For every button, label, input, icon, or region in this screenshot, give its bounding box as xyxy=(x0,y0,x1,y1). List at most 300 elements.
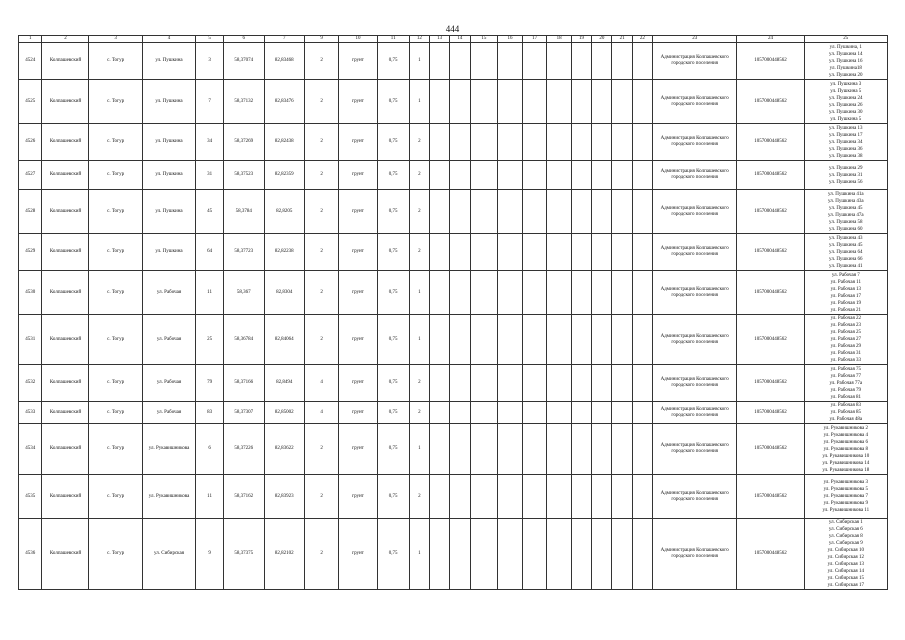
cell-empty xyxy=(429,124,449,161)
cell-surface: грунт xyxy=(339,475,377,519)
column-header: 17 xyxy=(522,36,547,43)
address-line: ул. Пушкина 3 xyxy=(830,81,862,87)
cell-count: 1 xyxy=(409,519,429,590)
cell-empty xyxy=(571,80,591,124)
cell-empty xyxy=(632,124,652,161)
cell-lon: 82,82238 xyxy=(264,234,305,271)
address-line: ул. Сибирская 13 xyxy=(827,562,864,567)
address-line: ул. Пушкина 29 xyxy=(829,165,863,171)
cell-count: 2 xyxy=(409,190,429,234)
address-line: ул. Рукавишникова 7 xyxy=(823,494,868,499)
cell-empty xyxy=(547,424,572,475)
cell-street: ул. Рабочая xyxy=(142,271,195,315)
cell-lon: 82,82359 xyxy=(264,161,305,190)
cell-street: ул. Пушкина xyxy=(142,234,195,271)
table-row xyxy=(19,161,888,190)
address-line: ул. Сибирская 12 xyxy=(827,555,864,560)
cell-n9: 2 xyxy=(305,271,339,315)
cell-district: Колпашевский xyxy=(42,365,89,402)
cell-street: ул. Рукавишникова xyxy=(142,424,195,475)
cell-empty xyxy=(632,519,652,590)
address-line: ул. Пушкина 45 xyxy=(829,242,863,248)
cell-lat: 58,37723 xyxy=(223,234,264,271)
cell-empty xyxy=(429,365,449,402)
cell-empty xyxy=(612,271,632,315)
cell-owner: Администрация Колпашевского городского поселения xyxy=(653,43,737,80)
header-row xyxy=(19,36,888,43)
cell-empty xyxy=(547,315,572,365)
cell-lon: 82,8205 xyxy=(264,190,305,234)
address-line: ул. Сибирская 10 xyxy=(827,548,864,553)
address-line: ул. Пушкина 43 xyxy=(829,235,863,241)
cell-count: 1 xyxy=(409,424,429,475)
cell-street: ул. Пушкина xyxy=(142,190,195,234)
column-header: 6 xyxy=(223,36,264,43)
cell-empty xyxy=(522,402,547,424)
address-line: ул. Пушкина 66 xyxy=(829,256,863,262)
address-line: ул. Рабочая 7 xyxy=(831,272,860,278)
cell-house: 25 xyxy=(196,315,224,365)
cell-house: 11 xyxy=(196,475,224,519)
cell-empty xyxy=(547,271,572,315)
cell-empty xyxy=(632,475,652,519)
cell-empty xyxy=(592,190,612,234)
cell-count: 1 xyxy=(409,315,429,365)
cell-owner: Администрация Колпашевского городского поселения xyxy=(653,271,737,315)
cell-empty xyxy=(429,519,449,590)
cell-empty xyxy=(470,43,498,80)
cell-n9: 4 xyxy=(305,365,339,402)
cell-empty xyxy=(592,402,612,424)
cell-empty xyxy=(522,365,547,402)
cell-street: ул. Пушкина xyxy=(142,124,195,161)
address-line: ул. Пушкина 17 xyxy=(829,132,863,138)
cell-lat: 58,367 xyxy=(223,271,264,315)
cell-empty xyxy=(522,315,547,365)
cell-empty xyxy=(470,161,498,190)
cell-lon: 82,82102 xyxy=(264,519,305,590)
cell-empty xyxy=(547,190,572,234)
cell-empty xyxy=(592,124,612,161)
address-line: ул. Сибирская 6 xyxy=(828,527,863,532)
cell-empty xyxy=(470,271,498,315)
cell-locality: с. Тогур xyxy=(89,124,142,161)
cell-empty xyxy=(571,365,591,402)
cell-owner: Администрация Колпашевского городского поселения xyxy=(653,519,737,590)
cell-area: 0,75 xyxy=(377,161,409,190)
cell-district: Колпашевский xyxy=(42,315,89,365)
column-header: 23 xyxy=(653,36,737,43)
cell-id: 4531 xyxy=(19,315,42,365)
table-row xyxy=(19,80,888,124)
page-number: 444 xyxy=(445,24,460,34)
cell-empty xyxy=(498,519,523,590)
column-header: 15 xyxy=(470,36,498,43)
cell-empty xyxy=(571,234,591,271)
address-line: ул. Рабочая 19 xyxy=(830,300,862,306)
cell-owner: Администрация Колпашевского городского поселения xyxy=(653,190,737,234)
cell-lat: 58,37166 xyxy=(223,365,264,402)
cell-addresses xyxy=(804,190,887,234)
address-line: ул. Сибирская 1 xyxy=(828,520,863,525)
cell-empty xyxy=(632,234,652,271)
cell-empty xyxy=(450,315,470,365)
address-line: ул. Пушкина 5 xyxy=(830,88,862,94)
address-line: ул. Пушкина 31 xyxy=(829,172,863,178)
cell-count: 1 xyxy=(409,80,429,124)
cell-empty xyxy=(450,124,470,161)
cell-district: Колпашевский xyxy=(42,424,89,475)
cell-empty xyxy=(612,365,632,402)
cell-area: 0,75 xyxy=(377,190,409,234)
cell-house: 9 xyxy=(196,519,224,590)
cell-locality: с. Тогур xyxy=(89,475,142,519)
cell-ogrn: 1057000448562 xyxy=(737,315,804,365)
cell-lat: 58,36784 xyxy=(223,315,264,365)
address-line: ул. Пушкина 43а xyxy=(827,198,864,204)
cell-empty xyxy=(612,315,632,365)
address-line: ул. Пушкина 34 xyxy=(829,139,863,145)
column-header: 5 xyxy=(196,36,224,43)
cell-street: ул. Пушкина xyxy=(142,80,195,124)
cell-lat: 58,37269 xyxy=(223,124,264,161)
column-header: 9 xyxy=(305,36,339,43)
cell-id: 4526 xyxy=(19,124,42,161)
address-line: ул. Рукавишникова 10 xyxy=(822,453,870,459)
address-line: ул. Рукавишникова 6 xyxy=(823,439,868,445)
cell-empty xyxy=(429,80,449,124)
cell-lat: 58,37307 xyxy=(223,402,264,424)
cell-street: ул. Сибирская xyxy=(142,519,195,590)
column-header: 25 xyxy=(804,36,887,43)
cell-locality: с. Тогур xyxy=(89,402,142,424)
cell-empty xyxy=(522,519,547,590)
cell-empty xyxy=(429,271,449,315)
cell-area: 0,75 xyxy=(377,234,409,271)
cell-id: 4532 xyxy=(19,365,42,402)
cell-addresses xyxy=(804,43,887,80)
cell-addresses xyxy=(804,124,887,161)
cell-empty xyxy=(522,80,547,124)
cell-empty xyxy=(612,234,632,271)
address-line: ул. Пушкина 45 xyxy=(829,205,863,211)
address-line: ул. Пушкина 36 xyxy=(829,146,863,152)
address-line: ул. Рукавишникова 2 xyxy=(823,425,868,431)
cell-surface: грунт xyxy=(339,424,377,475)
address-line: ул. Рукавишникова 14 xyxy=(822,460,870,466)
table-row xyxy=(19,124,888,161)
cell-empty xyxy=(522,190,547,234)
cell-count: 1 xyxy=(409,43,429,80)
address-line: ул. Пушкина 41 xyxy=(829,263,863,269)
address-line: ул. Рабочая 85 xyxy=(830,410,862,415)
cell-empty xyxy=(592,161,612,190)
cell-empty xyxy=(498,43,523,80)
cell-empty xyxy=(612,519,632,590)
cell-locality: с. Тогур xyxy=(89,271,142,315)
cell-empty xyxy=(547,402,572,424)
cell-empty xyxy=(470,80,498,124)
cell-empty xyxy=(470,365,498,402)
cell-lon: 82,84064 xyxy=(264,315,305,365)
cell-surface: грунт xyxy=(339,190,377,234)
cell-empty xyxy=(612,190,632,234)
address-line: ул. Пушкина, 1 xyxy=(829,44,862,50)
cell-empty xyxy=(632,424,652,475)
cell-empty xyxy=(450,80,470,124)
column-header: 1 xyxy=(19,36,42,43)
cell-surface: грунт xyxy=(339,161,377,190)
cell-empty xyxy=(522,475,547,519)
address-line: ул. Пушкина 47а xyxy=(827,212,864,218)
cell-n9: 2 xyxy=(305,234,339,271)
column-header: 11 xyxy=(377,36,409,43)
cell-addresses xyxy=(804,519,887,590)
address-line: ул. Сибирская 14 xyxy=(827,569,864,574)
table-body xyxy=(19,43,888,590)
cell-empty xyxy=(571,190,591,234)
address-line: ул. Сибирская 17 xyxy=(827,583,864,588)
cell-empty xyxy=(470,475,498,519)
address-line: ул. Рабочая 21 xyxy=(830,307,862,313)
address-line: ул. Рабочая 27 xyxy=(830,337,862,342)
cell-lon: 82,85002 xyxy=(264,402,305,424)
column-header: 10 xyxy=(339,36,377,43)
cell-empty xyxy=(547,43,572,80)
cell-empty xyxy=(592,519,612,590)
cell-addresses xyxy=(804,271,887,315)
cell-empty xyxy=(592,424,612,475)
cell-empty xyxy=(612,475,632,519)
cell-empty xyxy=(470,519,498,590)
address-line: ул. Рабочая 31 xyxy=(830,351,862,356)
cell-street: ул. Рукавишникова xyxy=(142,475,195,519)
cell-empty xyxy=(632,315,652,365)
cell-surface: грунт xyxy=(339,43,377,80)
cell-empty xyxy=(522,271,547,315)
address-line: ул. Рукавишникова 5 xyxy=(823,487,868,492)
cell-empty xyxy=(498,234,523,271)
cell-count: 2 xyxy=(409,161,429,190)
cell-ogrn: 1057000448562 xyxy=(737,402,804,424)
cell-district: Колпашевский xyxy=(42,234,89,271)
cell-empty xyxy=(470,234,498,271)
address-line: ул. Рабочая 22 xyxy=(830,316,862,321)
table-row xyxy=(19,315,888,365)
table-row xyxy=(19,43,888,80)
cell-empty xyxy=(632,190,652,234)
cell-area: 0,75 xyxy=(377,315,409,365)
cell-district: Колпашевский xyxy=(42,80,89,124)
cell-owner: Администрация Колпашевского городского поселения xyxy=(653,315,737,365)
cell-street: ул. Рабочая xyxy=(142,402,195,424)
cell-lat: 58,37226 xyxy=(223,424,264,475)
cell-ogrn: 1057000448562 xyxy=(737,80,804,124)
cell-id: 4525 xyxy=(19,80,42,124)
cell-lon: 82,8304 xyxy=(264,271,305,315)
cell-lat: 58,37162 xyxy=(223,475,264,519)
cell-district: Колпашевский xyxy=(42,271,89,315)
cell-area: 0,75 xyxy=(377,475,409,519)
cell-empty xyxy=(571,475,591,519)
cell-empty xyxy=(470,190,498,234)
address-line: ул. Пушкина 16 xyxy=(829,58,863,64)
cell-area: 0,75 xyxy=(377,80,409,124)
cell-empty xyxy=(450,234,470,271)
cell-empty xyxy=(429,190,449,234)
cell-count: 2 xyxy=(409,365,429,402)
address-line: ул. Рабочая 33 xyxy=(830,358,862,363)
cell-area: 0,75 xyxy=(377,271,409,315)
address-line: ул. Рабочая 17 xyxy=(830,293,862,299)
cell-area: 0,75 xyxy=(377,519,409,590)
cell-lon: 82,83476 xyxy=(264,80,305,124)
address-line: ул. Рукавишникова 8 xyxy=(823,446,868,452)
address-line: ул. Рабочая 48а xyxy=(829,417,863,422)
cell-empty xyxy=(429,161,449,190)
cell-n9: 2 xyxy=(305,80,339,124)
cell-empty xyxy=(632,402,652,424)
cell-empty xyxy=(612,424,632,475)
column-header: 19 xyxy=(571,36,591,43)
column-header: 4 xyxy=(142,36,195,43)
column-header: 12 xyxy=(409,36,429,43)
cell-n9: 2 xyxy=(305,519,339,590)
cell-surface: грунт xyxy=(339,402,377,424)
cell-locality: с. Тогур xyxy=(89,161,142,190)
cell-n9: 4 xyxy=(305,402,339,424)
cell-house: 64 xyxy=(196,234,224,271)
cell-empty xyxy=(498,365,523,402)
cell-lat: 58,37523 xyxy=(223,161,264,190)
cell-empty xyxy=(498,124,523,161)
cell-area: 0,75 xyxy=(377,43,409,80)
cell-empty xyxy=(450,161,470,190)
cell-empty xyxy=(547,475,572,519)
cell-empty xyxy=(612,43,632,80)
cell-empty xyxy=(547,365,572,402)
cell-n9: 2 xyxy=(305,124,339,161)
cell-empty xyxy=(450,519,470,590)
address-line: ул. Пушкина 14 xyxy=(829,51,863,57)
cell-empty xyxy=(450,365,470,402)
cell-surface: грунт xyxy=(339,315,377,365)
column-header: 2 xyxy=(42,36,89,43)
cell-owner: Администрация Колпашевского городского поселения xyxy=(653,80,737,124)
address-line: ул. Пушкина 41а xyxy=(827,191,864,197)
address-line: ул. Пушкина 30 xyxy=(829,109,863,115)
table-row xyxy=(19,424,888,475)
cell-empty xyxy=(429,234,449,271)
cell-empty xyxy=(632,43,652,80)
cell-id: 4527 xyxy=(19,161,42,190)
cell-empty xyxy=(498,402,523,424)
cell-owner: Администрация Колпашевского городского поселения xyxy=(653,124,737,161)
cell-lat: 58,3784 xyxy=(223,190,264,234)
cell-area: 0,75 xyxy=(377,402,409,424)
cell-n9: 2 xyxy=(305,424,339,475)
cell-lat: 58,37132 xyxy=(223,80,264,124)
cell-addresses xyxy=(804,80,887,124)
cell-id: 4533 xyxy=(19,402,42,424)
column-header: 3 xyxy=(89,36,142,43)
cell-empty xyxy=(592,315,612,365)
cell-empty xyxy=(592,475,612,519)
cell-empty xyxy=(612,80,632,124)
cell-empty xyxy=(632,161,652,190)
cell-n9: 2 xyxy=(305,475,339,519)
cell-empty xyxy=(547,124,572,161)
address-line: ул. Рабочая 77а xyxy=(829,380,863,386)
cell-area: 0,75 xyxy=(377,424,409,475)
column-header: 16 xyxy=(498,36,523,43)
cell-empty xyxy=(498,161,523,190)
cell-surface: грунт xyxy=(339,519,377,590)
cell-ogrn: 1057000448562 xyxy=(737,365,804,402)
address-line: ул. Пушкина 38 xyxy=(829,153,863,159)
address-line: ул. Пушкина 5 xyxy=(830,116,862,122)
cell-empty xyxy=(498,475,523,519)
cell-empty xyxy=(470,315,498,365)
cell-addresses xyxy=(804,365,887,402)
cell-locality: с. Тогур xyxy=(89,234,142,271)
address-line: ул. Рабочая 23 xyxy=(830,323,862,328)
cell-addresses xyxy=(804,402,887,424)
cell-surface: грунт xyxy=(339,271,377,315)
cell-empty xyxy=(429,43,449,80)
cell-owner: Администрация Колпашевского городского поселения xyxy=(653,365,737,402)
cell-locality: с. Тогур xyxy=(89,43,142,80)
address-line: ул. Рукавишникова 4 xyxy=(823,432,868,438)
cell-owner: Администрация Колпашевского городского поселения xyxy=(653,402,737,424)
address-line: ул. Рабочая 29 xyxy=(830,344,862,349)
cell-n9: 2 xyxy=(305,43,339,80)
cell-house: 11 xyxy=(196,271,224,315)
cell-lat: 58,37375 xyxy=(223,519,264,590)
cell-count: 2 xyxy=(409,234,429,271)
cell-house: 34 xyxy=(196,124,224,161)
cell-street: ул. Рабочая xyxy=(142,365,195,402)
table-row xyxy=(19,190,888,234)
cell-empty xyxy=(632,80,652,124)
column-header: 22 xyxy=(632,36,652,43)
cell-owner: Администрация Колпашевского городского поселения xyxy=(653,424,737,475)
cell-empty xyxy=(450,190,470,234)
cell-locality: с. Тогур xyxy=(89,519,142,590)
column-header: 7 xyxy=(264,36,305,43)
cell-empty xyxy=(498,424,523,475)
cell-empty xyxy=(612,402,632,424)
address-line: ул. Пушкина 58 xyxy=(829,219,863,225)
cell-empty xyxy=(498,315,523,365)
address-line: ул. Пушкина 13 xyxy=(829,125,863,131)
address-line: ул. Пушкина18 xyxy=(829,65,862,71)
cell-locality: с. Тогур xyxy=(89,80,142,124)
cell-empty xyxy=(522,424,547,475)
cell-locality: с. Тогур xyxy=(89,365,142,402)
cell-house: 45 xyxy=(196,190,224,234)
cell-house: 6 xyxy=(196,424,224,475)
cell-id: 4528 xyxy=(19,190,42,234)
cell-lon: 82,8494 xyxy=(264,365,305,402)
table-row xyxy=(19,519,888,590)
cell-n9: 2 xyxy=(305,315,339,365)
cell-empty xyxy=(571,43,591,80)
cell-street: ул. Пушкина xyxy=(142,161,195,190)
address-line: ул. Пушкина 26 xyxy=(829,102,863,108)
cell-owner: Администрация Колпашевского городского поселения xyxy=(653,161,737,190)
address-line: ул. Рабочая 25 xyxy=(830,330,862,335)
